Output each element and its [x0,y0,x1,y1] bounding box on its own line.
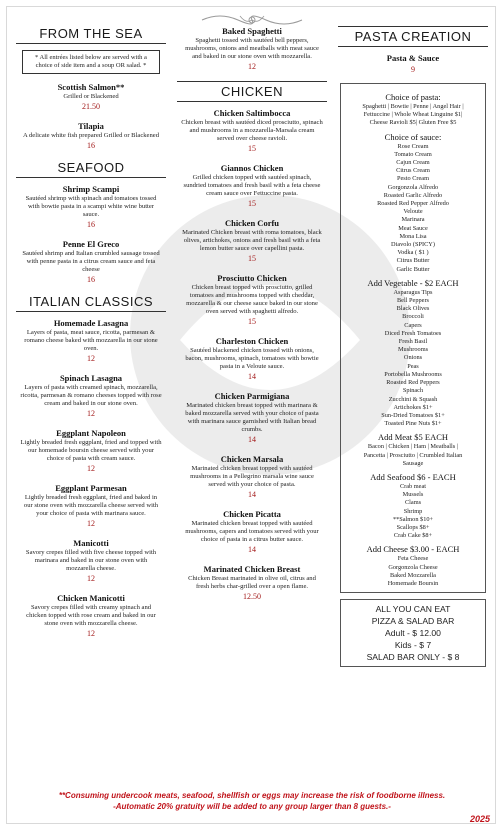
dish-name: Spinach Lasagna [59,373,123,383]
menu-dish [16,593,166,639]
dish-name: Penne El Greco [62,239,120,249]
gratuity-notice: -Automatic 20% gratuity will be added to any group larger than 8 guests.- [113,802,391,811]
dish-description: Sautéed shrimp with spinach and tomatoes tossed with bowtie pasta in a scampi white wine butter sauce. [25,195,157,218]
menu-dish [16,483,166,529]
dish-description: Savory crepes filled with creamy spinach and chicken topped with rose cream and baked in our stone oven with mozzarella cheese. [26,604,156,627]
dish-price: 12.50 [243,592,261,601]
menu-dish [16,239,166,285]
option-group-list [344,483,482,540]
dish-description: Lightly breaded fresh eggplant, fried and topped with our homemade boursin cheese served with your choice of pasta with cream sauce. [20,439,162,462]
menu-dish [177,273,327,327]
dish-name: Homemade Lasagna [53,318,129,328]
option-item: Crab Cake $8+ [393,532,433,540]
menu-dish [177,108,327,154]
option-item: Peas [407,362,419,370]
option-item: Black Olives [396,305,430,313]
pasta-subtitle: Pasta & Sauce [386,53,440,63]
ayce-line: Adult - $ 12.00 [385,628,441,639]
dish-description: Marinated chicken breast topped with sautéed mushrooms, capers and tomatoes served with your choice of pasta in a citrus butter sauce. [185,520,319,543]
dish-name: Scottish Salmon** [57,82,125,92]
option-item: Pancetta | Prosciutto | Crumbled Italian [363,451,463,459]
menu-dish [16,318,166,364]
option-item: Gorgonzola Alfredo [387,183,439,191]
option-item: Meat Sauce [398,224,428,232]
option-item: Cajun Cream [396,159,430,167]
option-item: Cheese Ravioli $5| Gluten Free $5 [369,119,457,127]
option-item: Feta Cheese [397,555,429,563]
dish-name: Eggplant Parmesan [55,483,127,493]
option-item: Sun-Dried Tomatoes $1+ [381,411,445,419]
option-item: Spaghetti | Bowtie | Penne | Angel Hair | [362,103,464,110]
column-left [16,26,166,648]
dish-description: Sautéed blackened chicken tossed with onions, bacon, mushrooms, spinach, tomatoes with bowtie pasta in a Veloute sauce. [185,347,319,370]
col1-sections [16,26,166,639]
dish-price: 12 [87,354,95,363]
dish-description: Grilled chicken topped with sautéed spinach, sundried tomatoes and fresh basil with a feta cheese cream sauce over Fettuccine pasta. [183,174,321,197]
option-item: Toasted Pine Nuts $1+ [384,420,442,428]
menu-dish [16,538,166,584]
menu-dish [177,336,327,382]
dish-name: Marinated Chicken Breast [203,564,301,574]
option-group-heading: Choice of pasta: [385,92,441,102]
option-item: Pesto Cream [396,175,429,183]
option-item: Scallops $8+ [396,523,430,531]
option-group-heading: Add Seafood $6 - EACH [370,471,456,482]
option-group-heading: Choice of sauce: [384,131,442,142]
option-item: Veloute [403,208,423,216]
dish-price: 14 [248,372,256,381]
ayce-line: PIZZA & SALAD BAR [371,616,455,627]
option-item: Diced Fresh Tomatoes [384,329,442,337]
dish-name: Chicken Picatta [223,509,281,519]
dish-description: Marinated chicken breast topped with sautéed mushrooms in a Pellegrino marsala wine sauce served with your choice of pasta. [190,465,314,488]
option-item: Portobella Mushrooms [384,370,442,378]
option-item: Roasted Red Pepper Alfredo [377,200,449,208]
dish-price: 16 [87,141,95,150]
all-you-can-eat-box [340,599,486,667]
dish-description: Marinated Chicken breast with roma tomatoes, black olives, artichokes, onions and fresh basil with a feta lemon butter sauce over capellini pasta. [182,229,322,252]
dish-description: Chicken breast topped with prosciutto, grilled tomatoes and mushrooms topped with cheddar, mozzarella & our cheese sauce baked in our stone oven served with spaghetti alfredo. [186,284,318,315]
dish-description: Layers of pasta with creamed spinach, mozzarella, ricotta, parmesan & romano cheeses topped with rose cream and baked in our stone oven. [20,384,162,407]
menu-dish [16,428,166,474]
menu-dish [16,121,166,151]
menu-dish [177,454,327,500]
menu-dish [177,163,327,209]
option-item: Garlic Butter [396,265,430,273]
dish-price: 12 [87,464,95,473]
dish-name: Manicotti [73,538,109,548]
dish-price: 12 [87,409,95,418]
dish-name: Chicken Saltimbocca [213,108,291,118]
dish-price: 12 [87,574,95,583]
ayce-line: Kids - $ 7 [394,640,432,651]
option-item: Baked Mozzarella [390,571,436,579]
dish-price: 12 [248,62,256,71]
section-title-pasta-creation: PASTA CREATION [338,26,488,47]
footer-notice [0,790,504,812]
option-item: Spinach [402,387,424,395]
option-item: Broccoli [402,313,424,321]
option-item: Roasted Garlic Alfredo [383,191,443,199]
section-title: ITALIAN CLASSICS [16,294,166,312]
option-group-list [344,143,482,274]
dish-name: Baked Spaghetti [222,26,282,36]
year-label: 2025 [469,814,490,824]
option-group-heading: Add Cheese $3.00 - EACH [366,544,460,555]
dish-description: Sautéed shrimp and Italian crumbled sausage tossed with penne pasta in a citrus cream sauce and feta cheese [22,250,160,273]
menu-dish [177,391,327,445]
dish-name: Chicken Manicotti [57,593,125,603]
dish-name: Prosciutto Chicken [217,273,287,283]
dish-name: Charleston Chicken [215,336,289,346]
section-title: SEAFOOD [16,160,166,178]
option-item: **Salmon $10+ [392,515,434,523]
dish-description: Spaghetti tossed with sautéed bell peppers, mushrooms, onions and meatballs with meat sauce and baked in our stone oven with mozzarella. [185,37,319,60]
option-group-heading: Add Vegetable - $2 EACH [367,277,459,288]
section-title: FROM THE SEA [16,26,166,44]
chicken-dishes [177,108,327,602]
option-item: Shrimp [403,507,423,515]
option-group-list [344,289,482,428]
menu-dish [16,184,166,230]
option-item: Sausage [402,459,424,467]
dish-price: 14 [248,435,256,444]
option-group-heading: Add Meat $5 EACH [377,432,449,443]
pasta-options-box [340,83,486,593]
option-item: Citrus Butter [396,257,430,265]
column-right [338,26,488,667]
option-item: Gorgonzola Cheese [388,563,438,571]
option-item: Homemade Boursin [387,579,439,587]
section-title-chicken: CHICKEN [177,81,327,102]
pasta-price: 9 [411,65,415,74]
ayce-line: ALL YOU CAN EAT [375,604,451,615]
section-note: * All entrées listed below are served with a choice of side item and a soup OR salad. * [22,50,160,74]
option-item: Mussels [402,491,424,499]
option-item: Bacon | Chicken | Ham | Meatballs | [367,443,459,451]
dish-price: 16 [87,275,95,284]
dish-name: Eggplant Napoleon [56,428,126,438]
dish-name: Tilapia [78,121,104,131]
option-item: Rose Cream [397,142,429,150]
option-item: Roasted Red Peppers [386,379,440,387]
dish-price: 14 [248,545,256,554]
option-item: Mona Lisa [399,232,427,240]
menu-dish [16,373,166,419]
dish-description: Marinated chicken breast topped with marinara & baked mozzarella served with your choice of pasta with marinara sauce garnished with Italian bread crumbs. [185,402,319,433]
option-item: Artichokes $1+ [393,403,433,411]
dish-price: 21.50 [82,102,100,111]
option-group-list [344,443,482,468]
option-item: Fettuccine | Whole Wheat Linguine $1| [363,111,463,119]
dish-description: Layers of pasta, meat sauce, ricotta, parmesan & romano cheese baked with mozzarella in our stone oven. [24,329,158,352]
dish-name: Chicken Corfu [224,218,280,228]
dish-price: 16 [87,220,95,229]
option-item: Clams [404,499,422,507]
column-middle [177,26,327,611]
menu-dish [16,82,166,112]
option-group-list [344,555,482,588]
dish-price: 12 [87,629,95,638]
dish-description: Chicken breast with sautéed diced prosciutto, spinach and mushrooms in a mozzarella-Marsala cream served over cheese ravioli. [181,119,323,142]
menu-dish [177,218,327,264]
ayce-line: SALAD BAR ONLY - $ 8 [366,652,460,663]
dish-name: Giannos Chicken [220,163,284,173]
dish-price: 15 [248,254,256,263]
dish-name: Chicken Marsala [220,454,284,464]
option-item: Mushrooms [397,346,429,354]
foodborne-warning: **Consuming undercook meats, seafood, shellfish or eggs may increase the risk of foodborne illness. [58,791,446,800]
dish-name: Shrimp Scampi [62,184,120,194]
menu-dish [177,509,327,555]
option-item: Capers [404,321,422,329]
option-item: Onions [403,354,423,362]
option-item: Fresh Basil [398,338,428,346]
option-group-list [344,103,482,128]
option-item: Asparagus Tips [393,288,433,296]
dish-description: Lightly breaded fresh eggplant, fried and baked in our stone oven with mozzarella cheese served with your choice of pasta with marinara sauce. [23,494,159,517]
option-item: Crab meat [399,482,427,490]
option-item: Citrus Cream [396,167,430,175]
dish-name: Chicken Parmigiana [214,391,290,401]
option-item: Marinara [401,216,425,224]
dish-price: 15 [248,317,256,326]
dish-price: 12 [87,519,95,528]
option-item: Bell Peppers [396,297,429,305]
dish-price: 15 [248,199,256,208]
option-item: Vodka ( $1 ) [397,249,429,257]
dish-price: 14 [248,490,256,499]
dish-description: Chicken Breast marinated in olive oil, citrus and fresh herbs char-grilled over a open flame. [188,575,316,590]
option-item: Diavolo (SPICY) [391,241,435,249]
dish-price: 15 [248,144,256,153]
menu-dish [177,564,327,602]
dish-description: Savory crepes filled with five cheese topped with marinara and baked in our stone oven with mozzarella cheese. [25,549,157,572]
option-item: Zucchini & Squash [388,395,438,403]
menu-dish [177,26,327,72]
dish-description: Grilled or Blackened [63,93,119,100]
dish-description: A delicate white fish prepared Grilled or Blackened [22,132,160,139]
option-item: Tomato Cream [394,150,432,158]
